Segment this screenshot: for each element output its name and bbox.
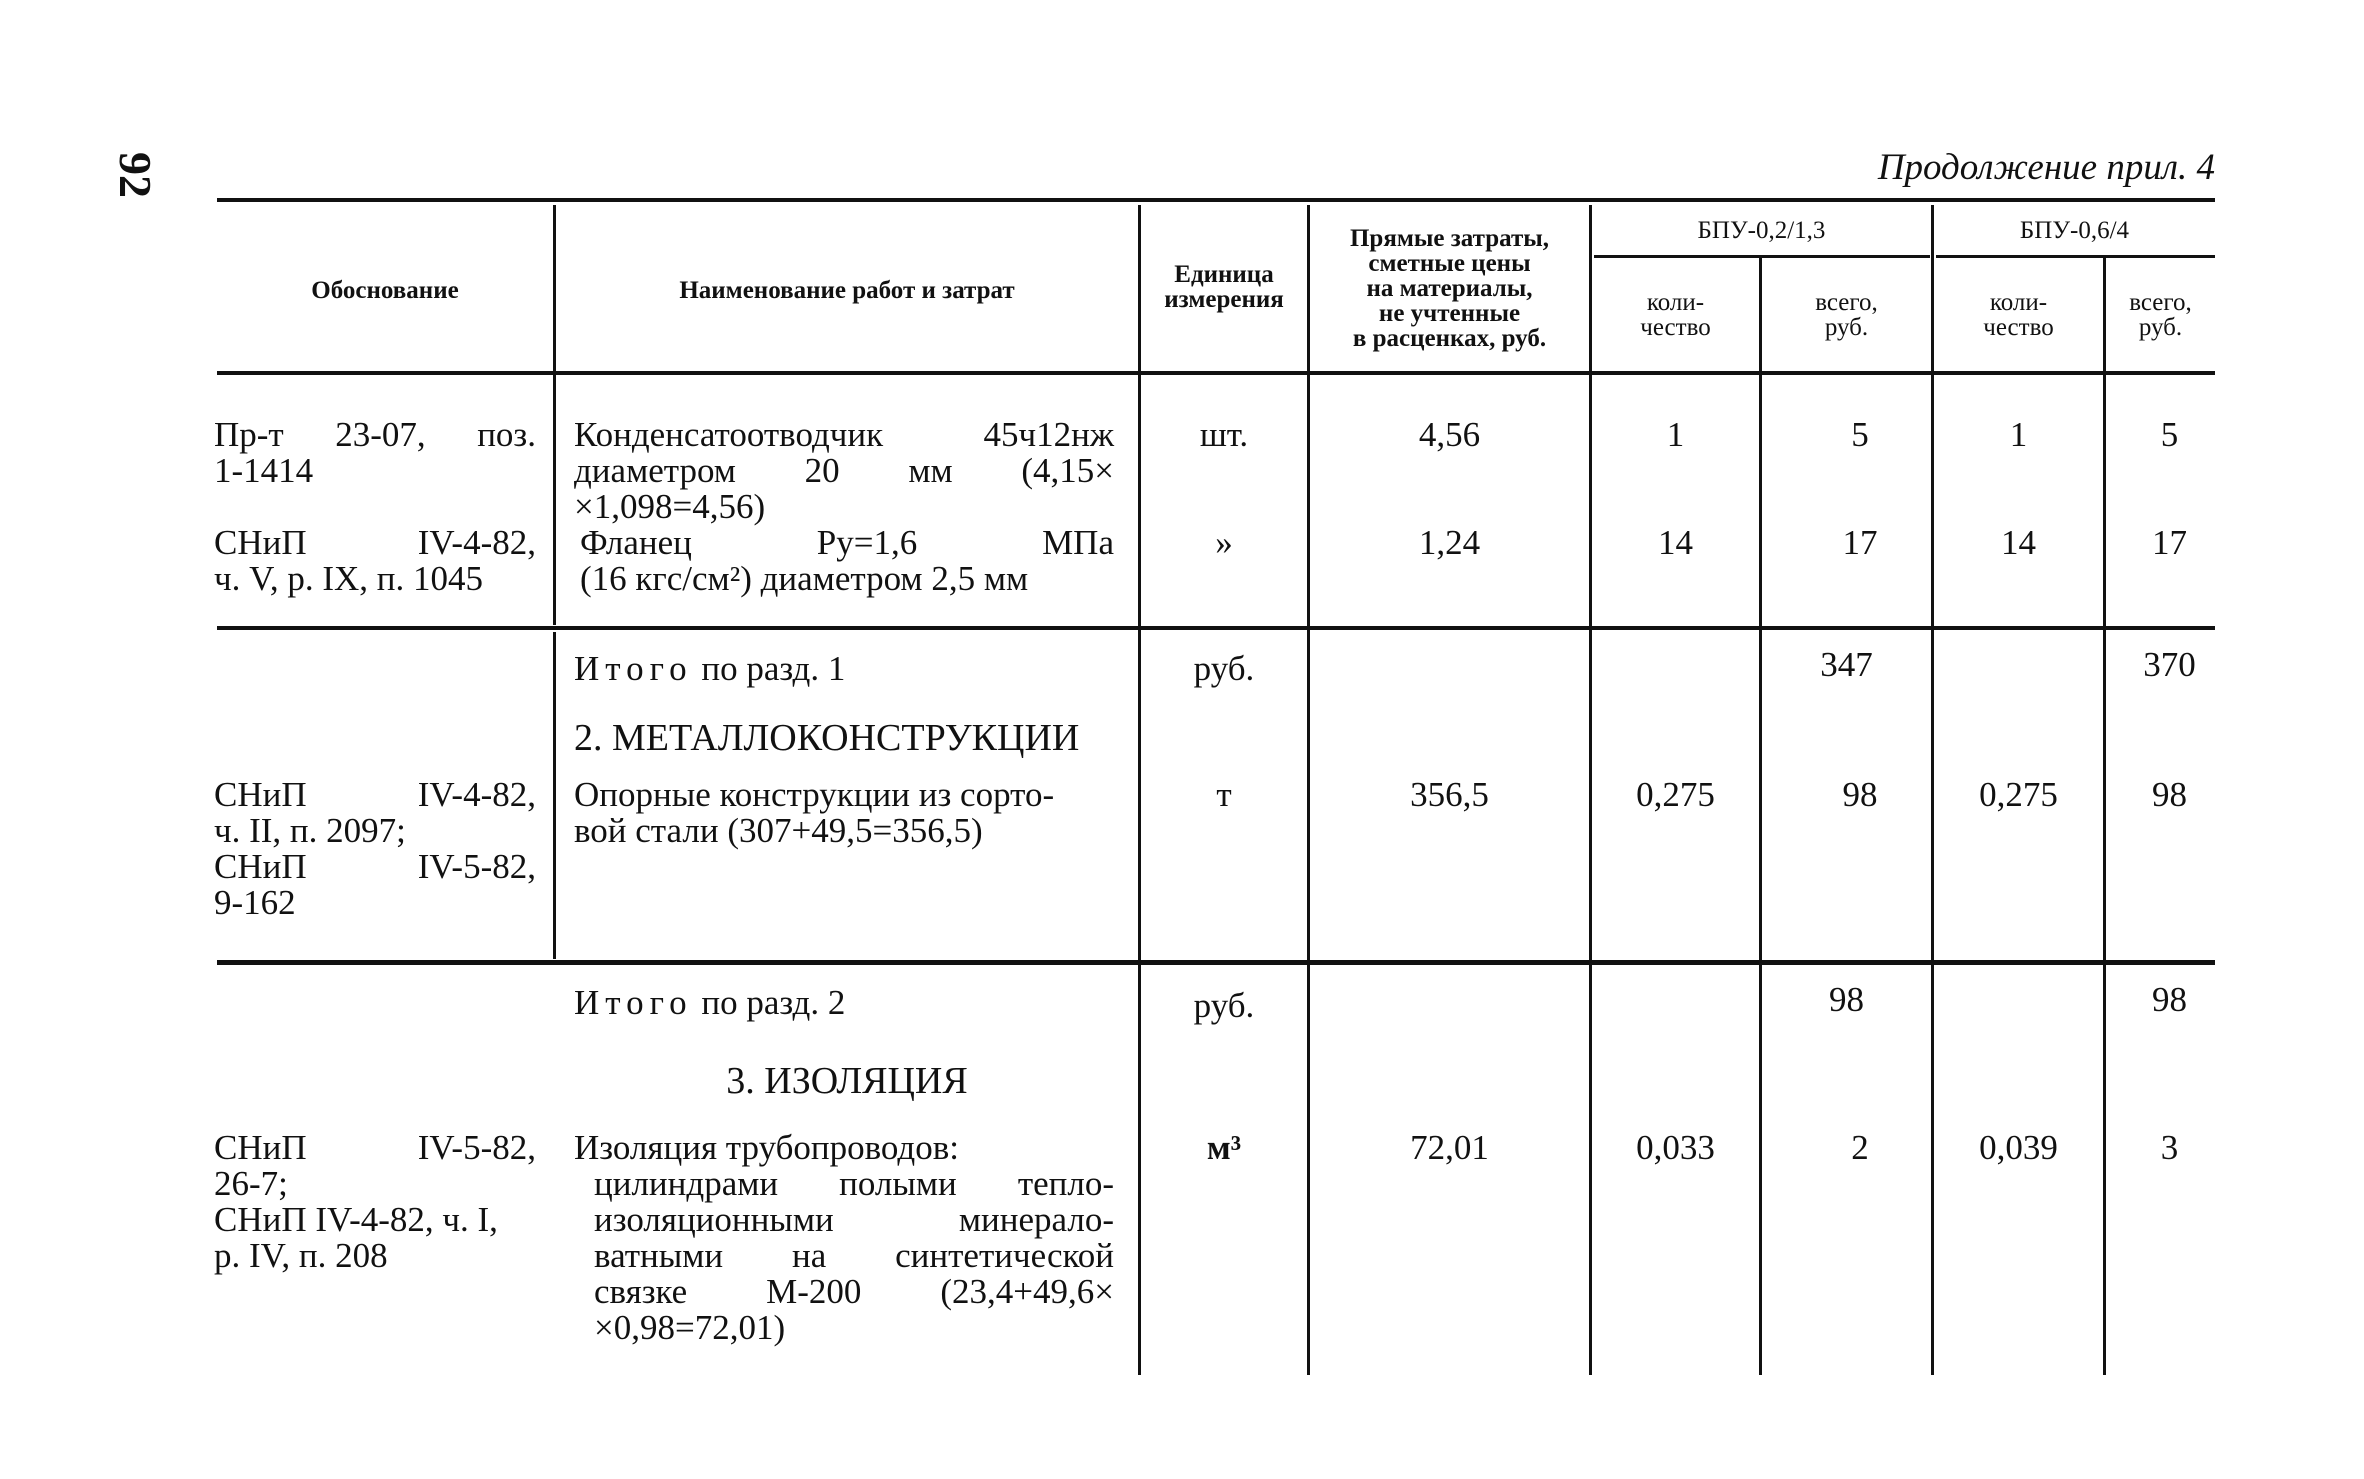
- section3-unit: м³: [1206, 1128, 1242, 1167]
- header-name: Наименование работ и затрат: [679, 277, 1015, 304]
- section1-total-unit: руб.: [1193, 649, 1255, 688]
- page-number: 92: [110, 152, 161, 198]
- section1-total-2: 370: [2143, 645, 2196, 684]
- section2-unit: т: [1216, 775, 1232, 814]
- row2-basis-line1: СНиП IV-4-82,: [214, 523, 536, 562]
- section2-title: 2. МЕТАЛЛОКОНСТРУКЦИИ: [574, 717, 1080, 759]
- section2-total-1: 98: [1842, 775, 1878, 814]
- section2-qty-1: 0,275: [1636, 775, 1715, 814]
- section2-total-label: Итого по разд. 2: [574, 983, 846, 1022]
- section3-name-line6: ×0,98=72,01): [594, 1308, 786, 1347]
- section3-basis-line2: 26-7;: [214, 1164, 288, 1203]
- row2-total-1: 17: [1842, 523, 1878, 562]
- header-bpu2: БПУ-0,6/4: [2019, 217, 2130, 244]
- header-bottom-rule: [217, 371, 2215, 375]
- header-qty-2: коли- чество: [1983, 289, 2054, 341]
- header-unit: Единица измерения: [1164, 261, 1284, 313]
- header-direct-costs: Прямые затраты, сметные цены на материалы, не учтенные в расценках, руб.: [1349, 225, 1550, 352]
- section3-total-2: 3: [2160, 1128, 2179, 1167]
- row1-qty-2: 1: [2009, 415, 2028, 454]
- row1-name-line2: диаметром 20 мм (4,15×: [574, 451, 1115, 490]
- section2-total-2-value: 98: [2152, 980, 2187, 1019]
- row2-basis-line2: ч. V, р. IX, п. 1045: [214, 559, 484, 598]
- section2-basis-line1: СНиП IV-4-82,: [214, 775, 536, 814]
- section3-qty-2: 0,039: [1979, 1128, 2058, 1167]
- section1-total-label: Итого по разд. 1: [574, 649, 846, 688]
- section2-basis-line3: СНиП IV-5-82,: [214, 847, 536, 886]
- section3-name-line2: цилиндрами полыми тепло-: [594, 1164, 1114, 1203]
- section3-title: 3. ИЗОЛЯЦИЯ: [726, 1060, 968, 1102]
- row1-total-2: 5: [2160, 415, 2179, 454]
- row1-name-line3: ×1,098=4,56): [574, 487, 766, 526]
- section3-name-line5: связке М-200 (23,4+49,6×: [594, 1272, 1114, 1311]
- section1-total-1: 347: [1820, 645, 1873, 684]
- section2-name-line1: Опорные конструкции из сорто-: [574, 775, 1055, 814]
- header-bpu1: БПУ-0,2/1,3: [1697, 217, 1826, 244]
- row1-qty-1: 1: [1666, 415, 1685, 454]
- col-rule-1b: [553, 632, 556, 959]
- row2-qty-1: 14: [1658, 523, 1693, 562]
- table-top-rule: [217, 198, 2215, 202]
- section1-rule: [217, 626, 2215, 630]
- header-basis: Обоснование: [311, 277, 459, 304]
- section2-basis-line2: ч. II, п. 2097;: [214, 811, 406, 850]
- header-total-2: всего, руб.: [2129, 289, 2192, 341]
- row1-basis-line1: Пр-т 23-07, поз.: [214, 415, 537, 454]
- row2-price: 1,24: [1418, 523, 1481, 562]
- continuation-title: Продолжение прил. 4: [1877, 147, 2215, 188]
- section2-total-1-value: 98: [1829, 980, 1864, 1019]
- row2-name-line1: Фланец Pу=1,6 МПа: [580, 523, 1114, 562]
- section3-name-line3: изоляционными минерало-: [594, 1200, 1114, 1239]
- section2-basis-line4: 9-162: [214, 883, 296, 922]
- col-rule-5: [1759, 258, 1762, 1375]
- header-qty-1: коли- чество: [1640, 289, 1711, 341]
- section3-name-line1: Изоляция трубопроводов:: [574, 1128, 959, 1167]
- section2-total-unit: руб.: [1193, 986, 1255, 1025]
- section3-total-1: 2: [1851, 1128, 1869, 1167]
- header-total-1: всего, руб.: [1815, 289, 1878, 341]
- row1-total-1: 5: [1851, 415, 1869, 454]
- section2-name-line2: вой стали (307+49,5=356,5): [574, 811, 983, 850]
- section3-qty-1: 0,033: [1636, 1128, 1715, 1167]
- col-rule-1: [553, 205, 556, 625]
- bpu1-header-rule: [1594, 255, 1930, 258]
- section2-qty-2: 0,275: [1979, 775, 2058, 814]
- row1-price: 4,56: [1418, 415, 1481, 454]
- section2-rule: [217, 960, 2215, 965]
- row2-unit: »: [1215, 523, 1233, 562]
- section2-total-2: 98: [2152, 775, 2187, 814]
- row2-name-line2: (16 кгс/см²) диаметром 2,5 мм: [580, 559, 1029, 598]
- section3-basis-line1: СНиП IV-5-82,: [214, 1128, 536, 1167]
- section3-basis-line4: р. IV, п. 208: [214, 1236, 388, 1275]
- row2-qty-2: 14: [2001, 523, 2036, 562]
- row1-basis-line2: 1-1414: [214, 451, 314, 490]
- section3-name-line4: ватными на синтетической: [594, 1236, 1114, 1275]
- section2-price: 356,5: [1410, 775, 1489, 814]
- bpu2-header-rule: [1936, 255, 2215, 258]
- section3-basis-line3: СНиП IV-4-82, ч. I,: [214, 1200, 498, 1239]
- row1-name-line1: Конденсатоотводчик 45ч12нж: [574, 415, 1114, 454]
- section3-price: 72,01: [1410, 1128, 1489, 1167]
- row2-total-2: 17: [2152, 523, 2187, 562]
- row1-unit: шт.: [1199, 415, 1249, 454]
